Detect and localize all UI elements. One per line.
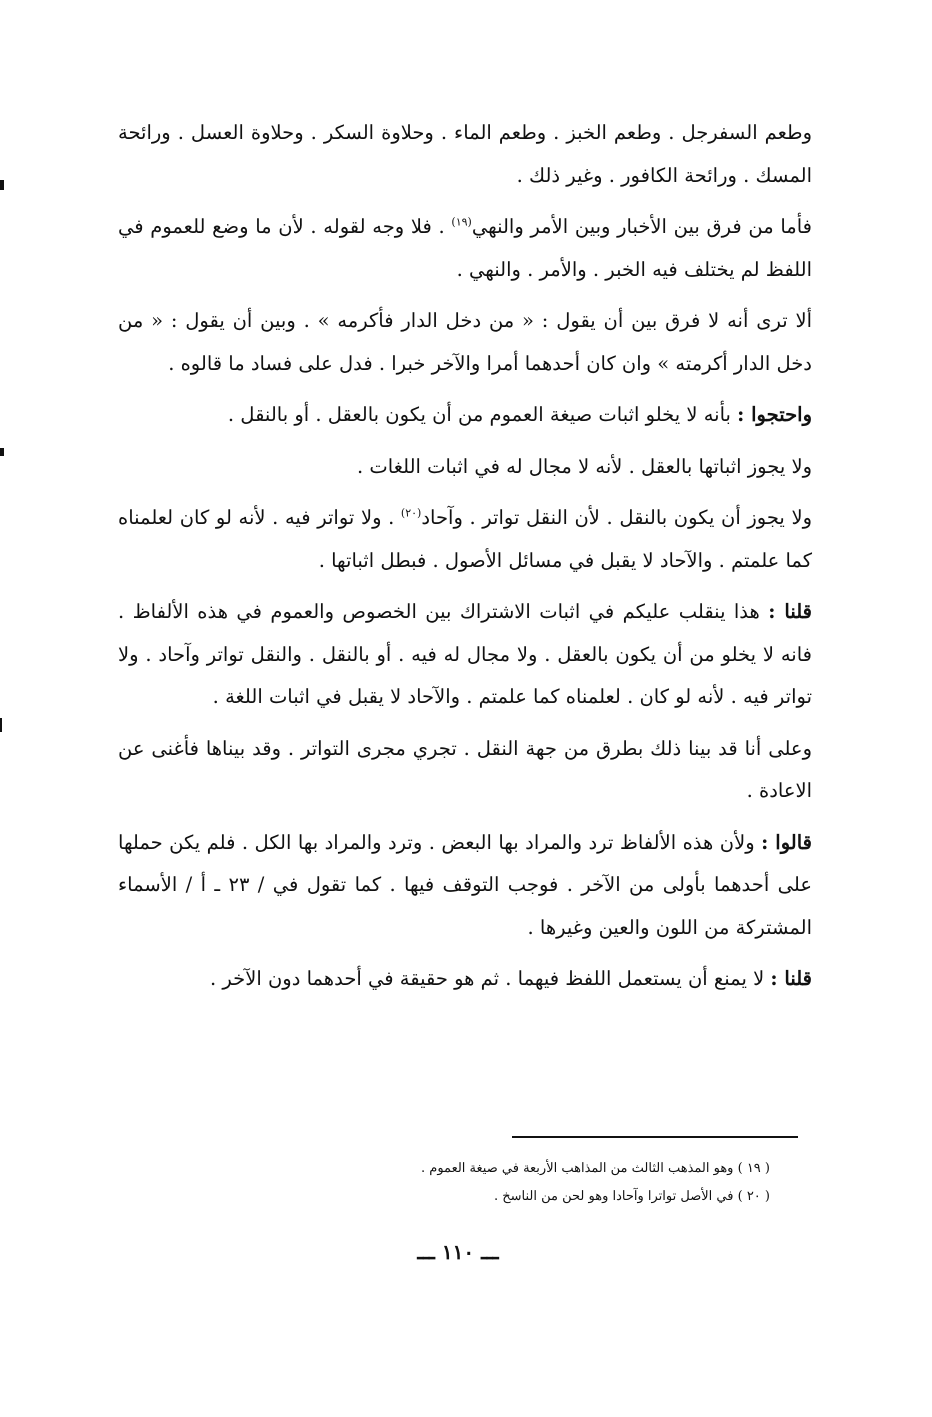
footnote-20: ( ٢٠ ) في الأصل تواترا وآحادا وهو لحن من الناسخ . [493,1189,770,1204]
footnote-ref-19: (١٩) [451,215,472,229]
paragraph-text: وعلى أنا قد بينا ذلك بطرق من جهة النقل . تجري مجرى التواتر . وقد بيناها فأغنى عن الاعادة . [118,736,812,802]
footnote-ref-20: (٢٠) [400,506,422,520]
scan-margin-mark [0,180,4,190]
paragraph-text: فأما من فرق بين الأخبار وبين الأمر والنهي [471,215,812,238]
paragraph-1 [118,112,812,197]
paragraph-text-continued: . ولا تواتر فيه . لأنه لو كان لعلمناه كما علمتم . والآحاد لا يقبل في مسائل الأصول . فبطل اثباتها . [118,506,812,572]
paragraph-text: لا يمنع أن يستعمل اللفظ فيهما . ثم هو حقيقة في أحدهما دون الآخر . [210,967,771,990]
paragraph-lead: قلنا : [770,967,812,990]
paragraph-lead: قالوا : [761,830,812,854]
paragraph-8 [118,728,812,813]
paragraph-text: ولأن هذه الألفاظ ترد والمراد بها البعض . وترد والمراد بها الكل . فلم يكن حملها على أحدهما بأولى من الآخر . فوجب التوقف فيها . كما تقول في / ٢٣ ـ أ / الأسماء المشتركة من اللون والعين وغيرها . [118,830,812,939]
paragraph-3 [118,300,812,385]
footnote-19: ( ١٩ ) وهو المذهب الثالث من المذاهب الأربعة في صيغة العموم . [421,1161,770,1176]
main-text [118,112,812,1010]
paragraph-lead: قلنا : [768,600,812,623]
paragraph-text-continued: . فلا وجه لقوله . لأن ما وضع للعموم في اللفظ لم يختلف فيه الخبر . والأمر . والنهي . [118,215,812,281]
footnotes [300,1155,770,1211]
footnote-separator [512,1136,798,1138]
scan-margin-mark [0,718,2,732]
paragraph-text: بأنه لا يخلو اثبات صيغة العموم من أن يكون بالعقل . أو بالنقل . [227,403,738,426]
paragraph-text: ألا ترى أنه لا فرق بين أن يقول : « من دخل الدار فأكرمه » . وبين أن يقول : « من دخل الدار أكرمته » وان كان أحدهما أمرا والآخر خبرا . فدل على فساد ما قالوه . [118,309,812,375]
scan-margin-mark [0,448,4,456]
paragraph-lead: واحتجوا : [737,403,812,426]
paragraph-text: وطعم السفرجل . وطعم الخبز . وطعم الماء . وحلاوة السكر . وحلاوة العسل . ورائحة المسك . ورائحة الكافور . وغير ذلك . [118,121,812,187]
paragraph-4 [118,394,812,437]
paragraph-7 [118,591,812,719]
paragraph-text: ولا يجوز اثباتها بالعقل . لأنه لا مجال له في اثبات اللغات . [357,454,812,478]
paragraph-9 [118,822,812,950]
page-number: ـــ ١١٠ ـــ [417,1240,499,1264]
paragraph-text: هذا ينقلب عليكم في اثبات الاشتراك بين الخصوص والعموم في هذه الألفاظ . فانه لا يخلو من أن يكون بالعقل . ولا مجال له فيه . أو بالنقل . والنقل تواتر وآحاد . ولا تواتر فيه . لأنه لو كان . لعلمناه كما علمتم . والآحاد لا يقبل في اثبات اللغة . [118,600,812,708]
paragraph-text: ولا يجوز أن يكون بالنقل . لأن النقل تواتر . وآحاد [421,506,813,529]
paragraph-5 [118,446,812,489]
paragraph-6 [118,497,812,582]
paragraph-10 [118,958,812,1001]
paragraph-2 [118,206,812,291]
